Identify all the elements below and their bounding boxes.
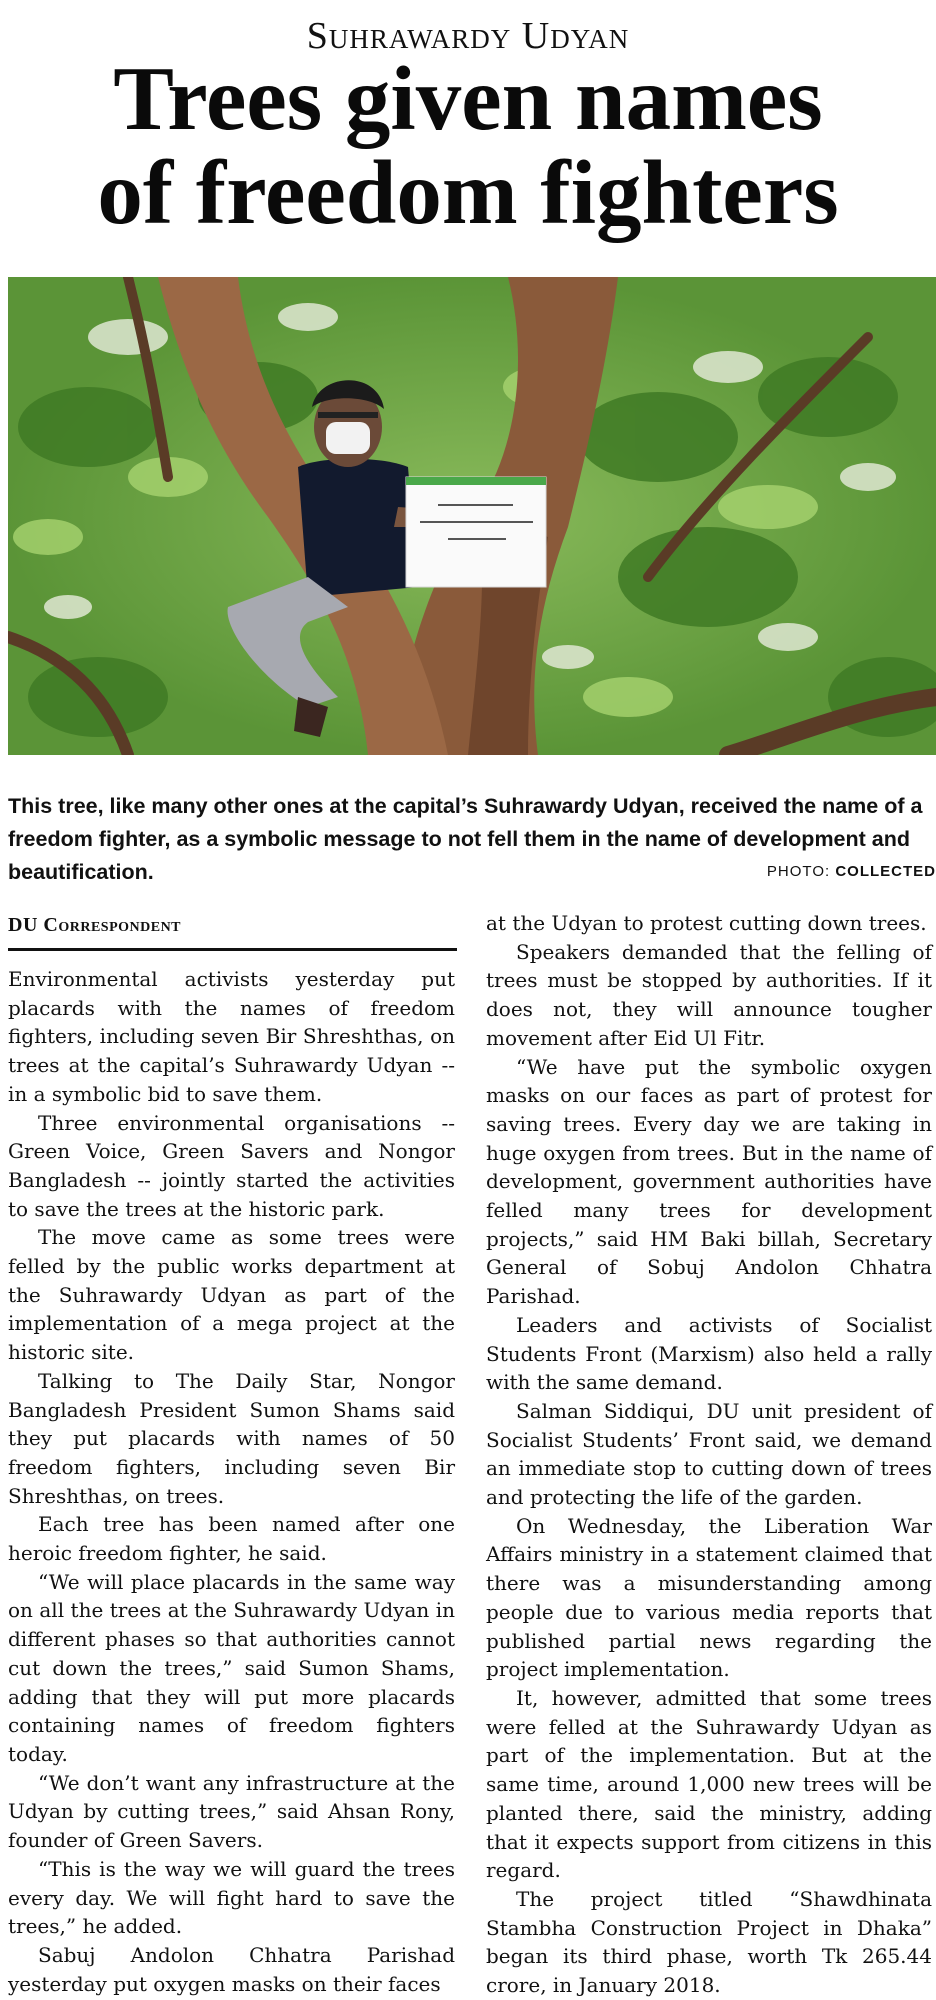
paragraph: “We will place placards in the same way on all the trees at the Suhrawardy Udyan in different phases so that authorities cannot cut down the trees,” said Sumon Shams, adding that they will put more placards containing names of freedom fighters today. [8,1569,455,1766]
photo-credit-value: COLLECTED [835,863,936,880]
tree-photo-illustration [8,277,936,755]
photo-credit-label: PHOTO: [766,863,831,880]
byline: DU Correspondent [8,914,182,936]
headline-line: of freedom fighters [97,142,839,243]
section-kicker: Suhrawardy Udyan [306,15,630,57]
byline-rule [8,948,457,951]
paragraph: “We have put the symbolic oxygen masks on our faces as part of protest for saving trees. Every day we are taking in huge oxygen from trees. But in the name of development, government authorities have felled many trees for development projects,” said HM Baki billah, Secretary General of Sobuj Andolon Chhatra Parishad. [486,1054,932,1309]
paragraph: It, however, admitted that some trees were felled at the Suhrawardy Udyan as part of the implementation. But at the same time, around 1,000 new trees will be planted there, said the ministry, adding that it expects support from citizens in this regard. [486,1685,932,1883]
paragraph: Salman Siddiqui, DU unit president of Socialist Students’ Front said, we demand an immediate stop to cutting down of trees and protecting the life of the garden. [486,1398,932,1510]
paragraph: “We don’t want any infrastructure at the Udyan by cutting trees,” said Ahsan Rony, founder of Green Savers. [8,1770,455,1853]
headline [0,48,936,243]
photo-credit [767,863,936,880]
paragraph: Speakers demanded that the felling of trees must be stopped by authorities. If it does not, they will announce tougher movement after Eid Ul Fitr. [486,939,932,1050]
headline-line: Trees given names [113,48,823,149]
paragraph: The project titled “Shawdhinata Stambha Construction Project in Dhaka” began its third phase, worth Tk 265.44 crore, in January 2018. [486,1886,932,1998]
paragraph: Talking to The Daily Star, Nongor Bangladesh President Sumon Shams said they put placards with names of 50 freedom fighters, including seven Bir Shreshthas, on trees. [8,1368,455,1508]
photo-caption: This tree, like many other ones at the capital’s Suhrawardy Udyan, received the name of a freedom fighter, as a symbolic message to not fell them in the name of development and beautification. [8,794,923,884]
paragraph: Leaders and activists of Socialist Students Front (Marxism) also held a rally with the same demand. [486,1312,932,1395]
headline-text [97,48,838,243]
article-column-right [486,909,932,2000]
article-photo [8,277,936,755]
placard [406,477,546,587]
paragraph: “This is the way we will guard the trees every day. We will fight hard to save the trees,” he added. [8,1856,455,1939]
paragraph: The move came as some trees were felled by the public works department at the Suhrawardy Udyan as part of the implementation of a mega project at the historic site. [8,1225,455,1365]
paragraph: On Wednesday, the Liberation War Affairs ministry in a statement claimed that there was a misunderstanding among people due to various media reports that published partial news regarding the project implementation. [486,1513,932,1682]
paragraph: at the Udyan to protest cutting down trees. [486,911,927,935]
paragraph: Environmental activists yesterday put placards with the names of freedom fighters, including seven Bir Shreshthas, on trees at the capital’s Suhrawardy Udyan -- in a symbolic bid to save them. [8,967,455,1106]
paragraph: Sabuj Andolon Chhatra Parishad yesterday put oxygen masks on their faces [8,1942,455,1996]
paragraph: Three environmental organisations -- Green Voice, Green Savers and Nongor Bangladesh -- jointly started the activities to save the trees at the historic park. [8,1110,455,1221]
article-column-left [8,965,455,1998]
paragraph: Each tree has been named after one heroic freedom fighter, he said. [8,1512,455,1566]
